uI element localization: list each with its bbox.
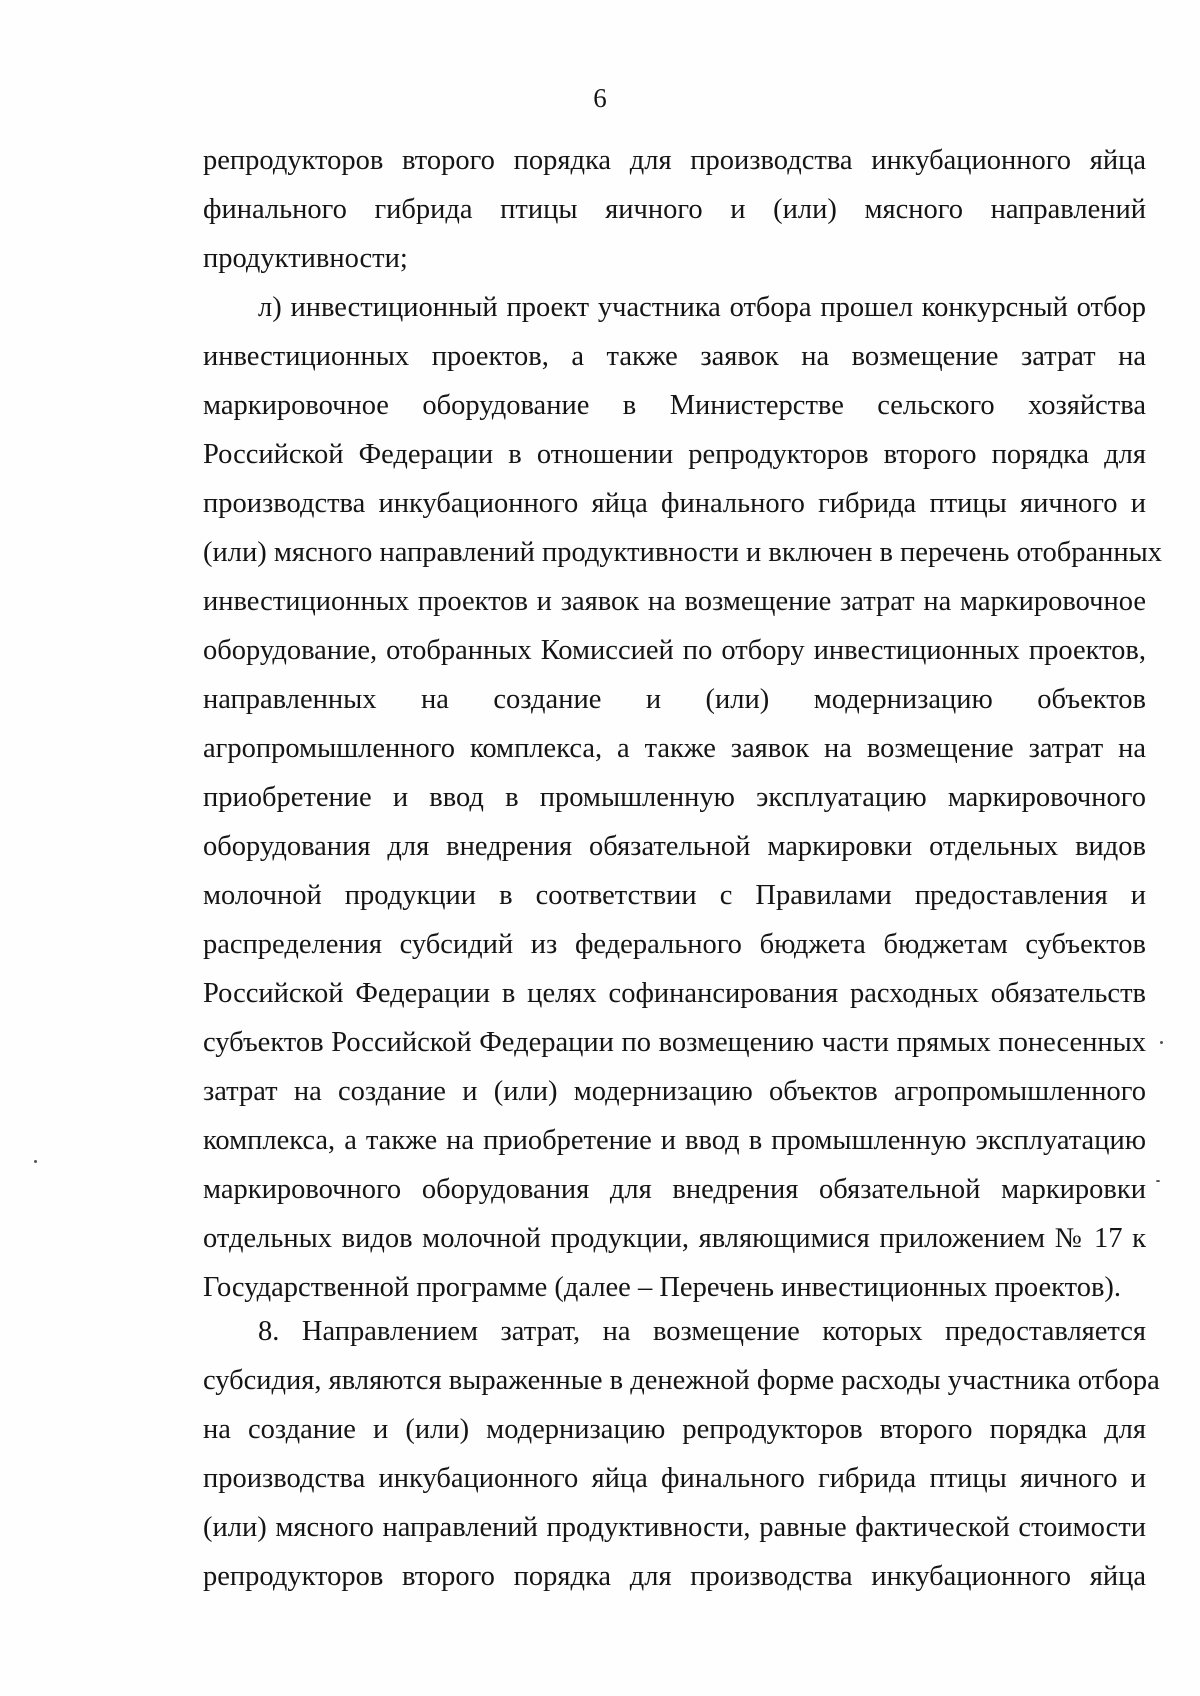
scan-speck <box>34 1160 37 1163</box>
text-line: инвестиционных проектов, а также заявок на возмещение затрат на <box>203 341 1146 372</box>
scan-speck <box>1156 1180 1160 1182</box>
text-line: продуктивности; <box>203 243 408 274</box>
paragraph-item-l <box>203 283 1163 1312</box>
text-line: маркировочное оборудование в Министерстве сельского хозяйства <box>203 390 1146 421</box>
paragraph-item-8 <box>203 1307 1160 1601</box>
text-line: распределения субсидий из федерального бюджета бюджетам субъектов <box>203 929 1146 960</box>
text-line: маркировочного оборудования для внедрения обязательной маркировки <box>203 1174 1146 1205</box>
scan-speck <box>1160 1041 1163 1044</box>
page-number: 6 <box>593 83 607 113</box>
text-line: Российской Федерации в отношении репродукторов второго порядка для <box>203 439 1146 470</box>
text-line: финального гибрида птицы яичного и (или) мясного направлений <box>203 194 1146 225</box>
text-line: затрат на создание и (или) модернизацию объектов агропромышленного <box>203 1076 1146 1107</box>
text-line: Государственной программе (далее – Перечень инвестиционных проектов). <box>203 1272 1122 1303</box>
text-line: субъектов Российской Федерации по возмещению части прямых понесенных <box>203 1027 1146 1058</box>
text-line: направленных на создание и (или) модернизацию объектов <box>203 684 1146 715</box>
text-line: (или) мясного направлений продуктивности и включен в перечень отобранных <box>203 537 1163 568</box>
text-line: субсидия, являются выраженные в денежной форме расходы участника отбора <box>203 1365 1160 1396</box>
text-line: отдельных видов молочной продукции, являющимися приложением № 17 к <box>203 1223 1146 1254</box>
paragraph-continuation <box>203 136 1146 283</box>
text-line: инвестиционных проектов и заявок на возмещение затрат на маркировочное <box>203 586 1146 617</box>
text-line: репродукторов второго порядка для производства инкубационного яйца <box>203 1561 1146 1592</box>
text-line: приобретение и ввод в промышленную эксплуатацию маркировочного <box>203 782 1146 813</box>
text-line: молочной продукции в соответствии с Правилами предоставления и <box>203 880 1146 911</box>
text-line: оборудования для внедрения обязательной маркировки отдельных видов <box>203 831 1146 862</box>
text-line: на создание и (или) модернизацию репродукторов второго порядка для <box>203 1414 1146 1445</box>
text-line: 8. Направлением затрат, на возмещение которых предоставляется <box>258 1316 1146 1347</box>
text-line: оборудование, отобранных Комиссией по отбору инвестиционных проектов, <box>203 635 1146 666</box>
text-line: (или) мясного направлений продуктивности, равные фактической стоимости <box>203 1512 1146 1543</box>
text-line: производства инкубационного яйца финального гибрида птицы яичного и <box>203 488 1146 519</box>
text-line: л) инвестиционный проект участника отбора прошел конкурсный отбор <box>258 292 1146 323</box>
text-line: комплекса, а также на приобретение и ввод в промышленную эксплуатацию <box>203 1125 1146 1156</box>
text-line: репродукторов второго порядка для производства инкубационного яйца <box>203 145 1146 176</box>
text-line: агропромышленного комплекса, а также заявок на возмещение затрат на <box>203 733 1146 764</box>
text-line: Российской Федерации в целях софинансирования расходных обязательств <box>203 978 1146 1009</box>
text-line: производства инкубационного яйца финального гибрида птицы яичного и <box>203 1463 1146 1494</box>
